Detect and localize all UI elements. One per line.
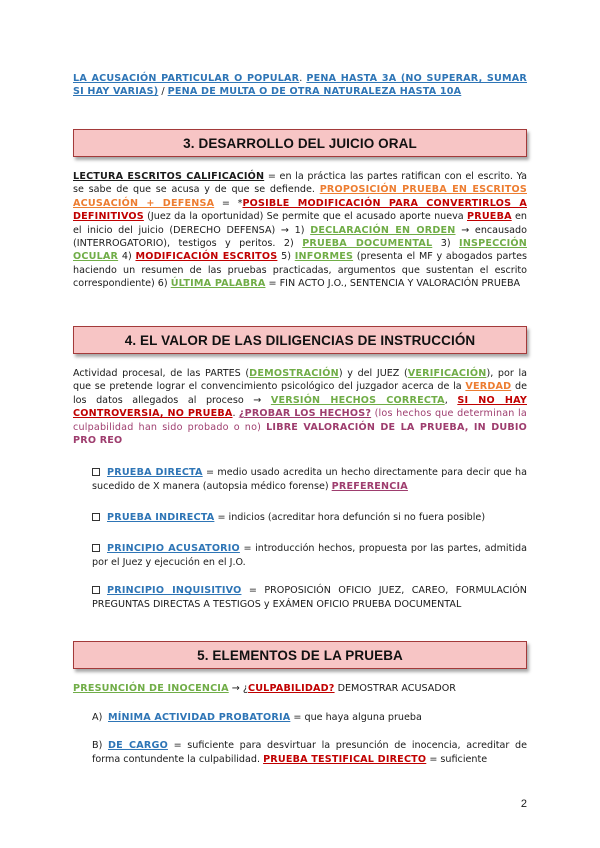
list-item-b: B) DE CARGO = suficiente para desvirtuar la presunción de inocencia, acreditar de forma contundente la culpabilidad. PRUEBA TESTIFICAL DIRECTO = suficiente [92, 740, 527, 765]
section-3-paragraph: LECTURA ESCRITOS CALIFICACIÓN = en la práctica las partes ratifican con el escrito. Ya se sabe de que se acusa y de que se defiende. PROPOSICIÓN PRUEBA EN ESCRITOS ACUSACIÓN + DEFENSA = *POSIBLE MODIFICACIÓN PARA CONVERTIRLOS A DEFINITIVOS (Juez da la oportunidad) Se permite que el acusado aporte nueva PRUEBA en el inicio del juicio (DERECHO DEFENSA) → 1) DECLARACIÓN EN ORDEN → encausado (INTERROGATORIO), testigos y peritos. 2) PRUEBA DOCUMENTAL 3) INSPECCIÓN OCULAR 4) MODIFICACIÓN ESCRITOS 5) INFORMES (presenta el MF y abogados partes haciendo un resumen de las pruebas practicadas, argumentos que sustentan el escrito correspondiente) 6) ÚLTIMA PALABRA = FIN ACTO J.O., SENTENCIA Y VALORACIÓN PRUEBA [73, 171, 527, 290]
section-4-heading: 4. EL VALOR DE LAS DILIGENCIAS DE INSTRUCCIÓN [73, 326, 527, 354]
checkbox-icon [92, 468, 100, 476]
acusacion-particular-text: LA ACUSACIÓN PARTICULAR O POPULAR [73, 73, 300, 84]
checkbox-icon [92, 586, 100, 594]
section-3-heading: 3. DESARROLLO DEL JUICIO ORAL [73, 129, 527, 157]
list-item-prueba-indirecta: PRUEBA INDIRECTA = indicios (acreditar hora defunción si no fuera posible) [92, 511, 527, 525]
top-paragraph: LA ACUSACIÓN PARTICULAR O POPULAR. PENA HASTA 3A (NO SUPERAR, SUMAR SI HAY VARIAS) / PENA DE MULTA O DE OTRA NATURALEZA HASTA 10A [73, 73, 527, 98]
checkbox-icon [92, 513, 100, 521]
list-item-prueba-directa: PRUEBA DIRECTA = medio usado acredita un hecho directamente para decir que ha sucedido de X manera (autopsia médico forense) PREFERENCIA [92, 467, 527, 492]
section-4-paragraph: Actividad procesal, de las PARTES (DEMOSTRACIÓN) y del JUEZ (VERIFICACIÓN), por la que se pretende lograr el convencimiento psicológico del juzgador acerca de la VERDAD de los datos allegados al proceso → VERSIÓN HECHOS CORRECTA, SI NO HAY CONTROVERSIA, NO PRUEBA. ¿PROBAR LOS HECHOS? (los hechos que determinan la culpabilidad han sido probado o no) LIBRE VALORACIÓN DE LA PRUEBA, IN DUBIO PRO REO [73, 368, 528, 447]
pena-hasta-3a-text: PENA HASTA 3A (NO SUPERAR, SUMAR SI HAY VARIAS) [73, 73, 527, 98]
list-item-principio-acusatorio: PRINCIPIO ACUSATORIO = introducción hechos, propuesta por las partes, admitida por el Juez y ejecución en el J.O. [92, 543, 527, 568]
list-item-principio-inquisitivo: PRINCIPIO INQUISITIVO = PROPOSICIÓN OFICIO JUEZ, CAREO, FORMULACIÓN PREGUNTAS DIRECTAS A TESTIGOS y EXÁMEN OFICIO PRUEBA DOCUMENTAL [92, 585, 527, 610]
page-number: 2 [520, 798, 527, 810]
checkbox-icon [92, 544, 100, 552]
list-item-a: A) MÍNIMA ACTIVIDAD PROBATORIA = que haya alguna prueba [92, 712, 422, 723]
presuncion-line: PRESUNCIÓN DE INOCENCIA → ¿CULPABILIDAD? DEMOSTRAR ACUSADOR [73, 683, 456, 694]
pena-multa-text: PENA DE MULTA O DE OTRA NATURALEZA HASTA 10A [167, 86, 462, 98]
section-5-heading: 5. ELEMENTOS DE LA PRUEBA [73, 641, 527, 669]
